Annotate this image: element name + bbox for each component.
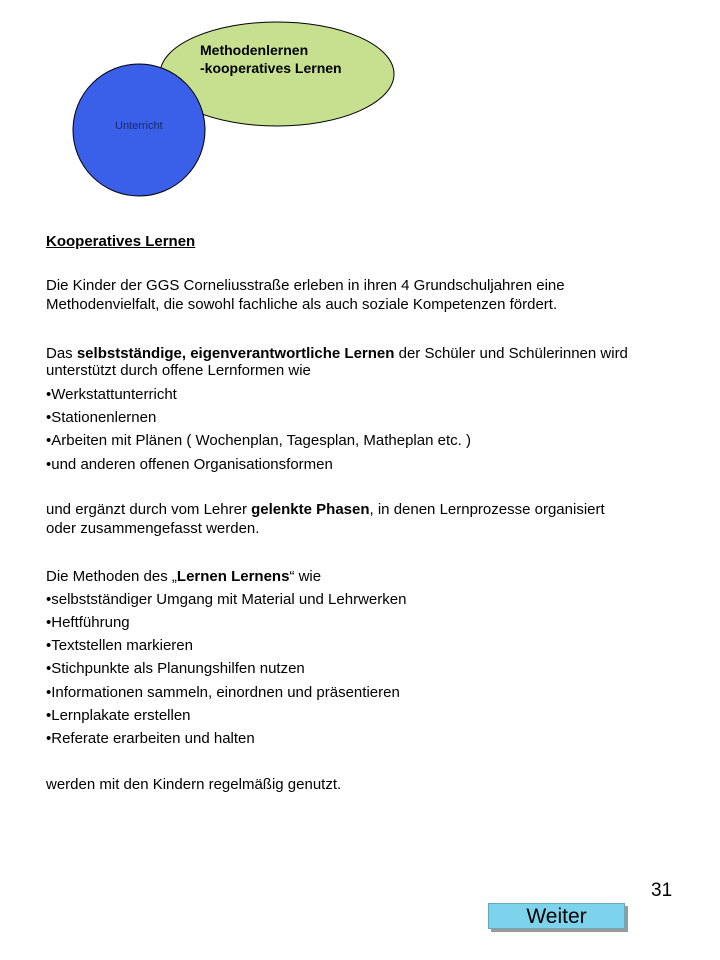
weiter-button[interactable]: Weiter bbox=[488, 903, 625, 929]
p4-bold: Lernen Lernens bbox=[176, 568, 290, 585]
paragraph-4-line-1 bbox=[46, 567, 321, 586]
paragraph-3-line-1 bbox=[46, 500, 605, 519]
list-item: •Werkstattunterricht bbox=[46, 386, 177, 403]
p2-prefix: Das bbox=[46, 345, 77, 362]
p4-suffix: “ wie bbox=[289, 568, 322, 585]
green-title-line2: -kooperatives Lernen bbox=[200, 60, 342, 76]
list-item: •Stichpunkte als Planungshilfen nutzen bbox=[46, 660, 305, 677]
list-item: •Referate erarbeiten und halten bbox=[46, 730, 255, 747]
list-item: •Stationenlernen bbox=[46, 409, 157, 426]
list-item: •Arbeiten mit Plänen ( Wochenplan, Tagesplan, Matheplan etc. ) bbox=[46, 432, 471, 449]
intro-line-1: Die Kinder der GGS Corneliusstraße erleben in ihren 4 Grundschuljahren eine bbox=[46, 277, 565, 294]
list-item: •Informationen sammeln, einordnen und präsentieren bbox=[46, 684, 400, 701]
paragraph-3-line-2: oder zusammengefasst werden. bbox=[46, 520, 260, 537]
p3-suffix: , in denen Lernprozesse organisiert bbox=[369, 501, 605, 518]
list-item: •Lernplakate erstellen bbox=[46, 707, 191, 724]
list-item: •Heftführung bbox=[46, 614, 130, 631]
p3-prefix: und ergänzt durch vom Lehrer bbox=[46, 501, 252, 518]
blue-label: Unterricht bbox=[115, 120, 163, 132]
intro-line-2: Methodenvielfalt, die sowohl fachliche als auch soziale Kompetenzen fördert. bbox=[46, 296, 558, 313]
p4-prefix: Die Methoden des „ bbox=[46, 568, 177, 585]
page-number: 31 bbox=[651, 880, 673, 901]
p3-bold: gelenkte Phasen bbox=[251, 501, 370, 518]
list-item: •Textstellen markieren bbox=[46, 637, 193, 654]
p2-suffix: der Schüler und Schülerinnen wird bbox=[394, 345, 628, 362]
closing-line: werden mit den Kindern regelmäßig genutzt. bbox=[46, 776, 342, 793]
list-item: •selbstständiger Umgang mit Material und Lehrwerken bbox=[46, 591, 407, 608]
green-title-line1: Methodenlernen bbox=[200, 42, 309, 58]
list-item: •und anderen offenen Organisationsformen bbox=[46, 456, 333, 473]
venn-diagram bbox=[0, 0, 720, 230]
paragraph-2-line-2: unterstützt durch offene Lernformen wie bbox=[46, 362, 311, 379]
p2-bold: selbstständige, eigenverantwortliche Lernen bbox=[76, 345, 395, 362]
section-heading: Kooperatives Lernen bbox=[46, 233, 196, 250]
